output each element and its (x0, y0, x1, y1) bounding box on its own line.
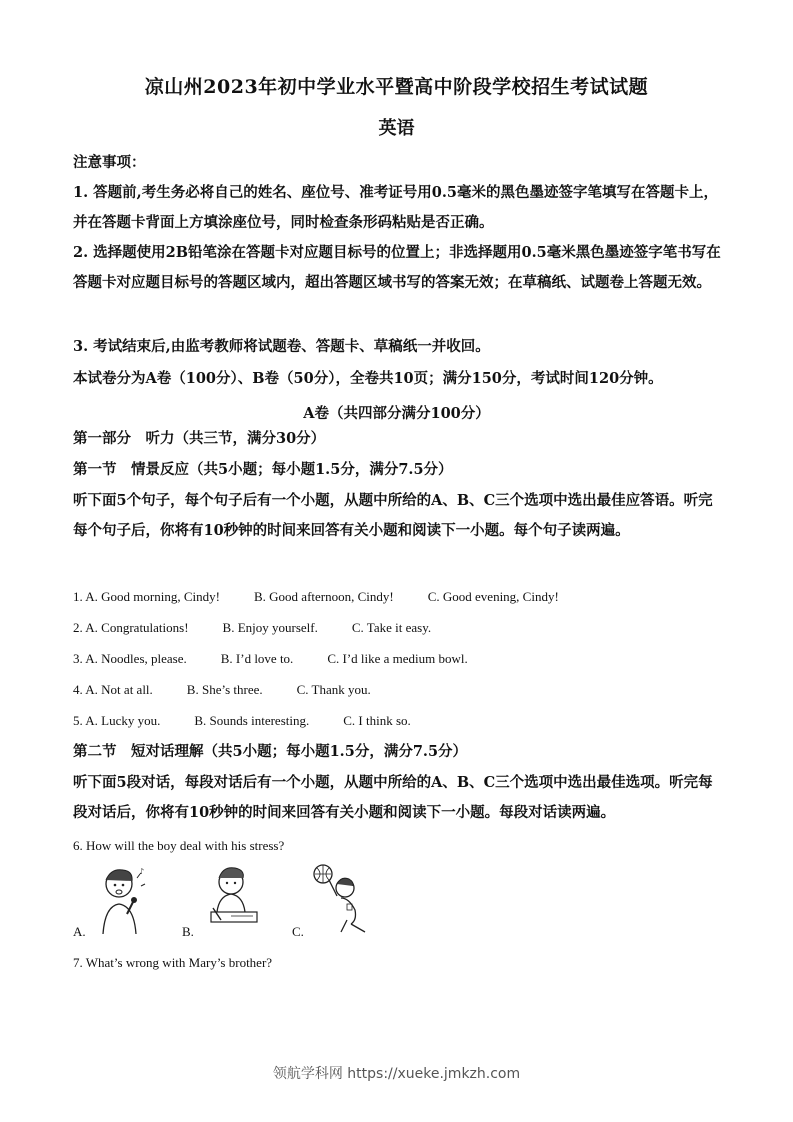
question-4 (73, 682, 371, 698)
option-a: 4. A. Not at all. (73, 682, 153, 697)
option-c: C. Take it easy. (351, 620, 432, 635)
boy-writing-illustration (201, 864, 267, 930)
question-1 (73, 589, 559, 605)
exam-summary: 本试卷分为A卷（100分）、B卷（50分），全卷共10页；满分150分，考试时间120分钟。 (73, 370, 663, 387)
option-a: 2. A. Congratulations! (73, 620, 189, 635)
question-7-text: 7. What’s wrong with Mary’s brother? (73, 955, 273, 970)
option-a: 5. A. Lucky you. (73, 713, 161, 728)
question-6-images (73, 862, 373, 942)
option-a-label: A. (73, 924, 86, 939)
option-a: 3. A. Noodles, please. (73, 651, 187, 666)
page-footer: 领航学科网 https://xueke.jmkzh.com (272, 1066, 521, 1082)
option-c-label: C. (292, 924, 304, 939)
question-3 (73, 651, 468, 667)
option-a: 1. A. Good morning, Cindy! (73, 589, 220, 604)
option-b: B. Sounds interesting. (194, 713, 310, 728)
notes-heading: 注意事项： (73, 154, 146, 171)
section2-title: 第二节 短对话理解（共5小题；每小题1.5分，满分7.5分） (73, 743, 468, 760)
question-6-text: 6. How will the boy deal with his stress? (73, 838, 285, 853)
boy-basketball-illustration (311, 862, 379, 938)
note-item-2: 2. 选择题使用2B铅笔涂在答题卡对应题目标号的位置上；非选择题用0.5毫米黑色墨迹签字笔书写在答题卡对应题目标号的答题区域内，超出答题区域书写的答案无效；在草稿纸、试题卷上答题无效。 (73, 244, 721, 291)
option-b-label: B. (182, 924, 194, 939)
option-c: C. Good evening, Cindy! (427, 589, 559, 604)
exam-title: 凉山州2023年初中学业水平暨高中阶段学校招生考试试题 (144, 76, 649, 98)
option-b: B. Enjoy yourself. (222, 620, 318, 635)
option-b: B. She’s three. (186, 682, 263, 697)
svg-text:♪: ♪ (139, 867, 145, 876)
note-item-1: 1. 答题前,考生务必将自己的姓名、座位号、准考证号用0.5毫米的黑色墨迹签字笔填写在答题卡上，并在答题卡背面上方填涂座位号，同时检查条形码粘贴是否正确。 (73, 184, 718, 231)
subject-title: 英语 (378, 118, 415, 139)
option-b: B. I’d love to. (220, 651, 294, 666)
question-2 (73, 620, 431, 636)
note-item-3: 3. 考试结束后,由监考教师将试题卷、答题卡、草稿纸一并收回。 (73, 338, 490, 355)
section2-instructions: 听下面5段对话，每段对话后有一个小题，从题中所给的A、B、C三个选项中选出最佳选项。听完每段对话后，你将有10秒钟的时间来回答有关小题和阅读下一小题。每段对话读两遍。 (73, 774, 713, 821)
option-c: C. Thank you. (296, 682, 371, 697)
option-c: C. I’d like a medium bowl. (327, 651, 468, 666)
part1-heading: 第一部分 听力（共三节，满分30分） (73, 430, 326, 447)
boy-singing-illustration (89, 864, 151, 936)
section1-instructions: 听下面5个句子，每个句子后有一个小题，从题中所给的A、B、C三个选项中选出最佳应答语。听完每个句子后，你将有10秒钟的时间来回答有关小题和阅读下一小题。每个句子读两遍。 (73, 492, 713, 539)
section-a-heading: A卷（共四部分满分100分） (303, 405, 490, 422)
option-b: B. Good afternoon, Cindy! (253, 589, 394, 604)
option-c: C. I think so. (343, 713, 411, 728)
section1-title: 第一节 情景反应（共5小题；每小题1.5分，满分7.5分） (73, 461, 453, 478)
question-5 (73, 713, 411, 729)
